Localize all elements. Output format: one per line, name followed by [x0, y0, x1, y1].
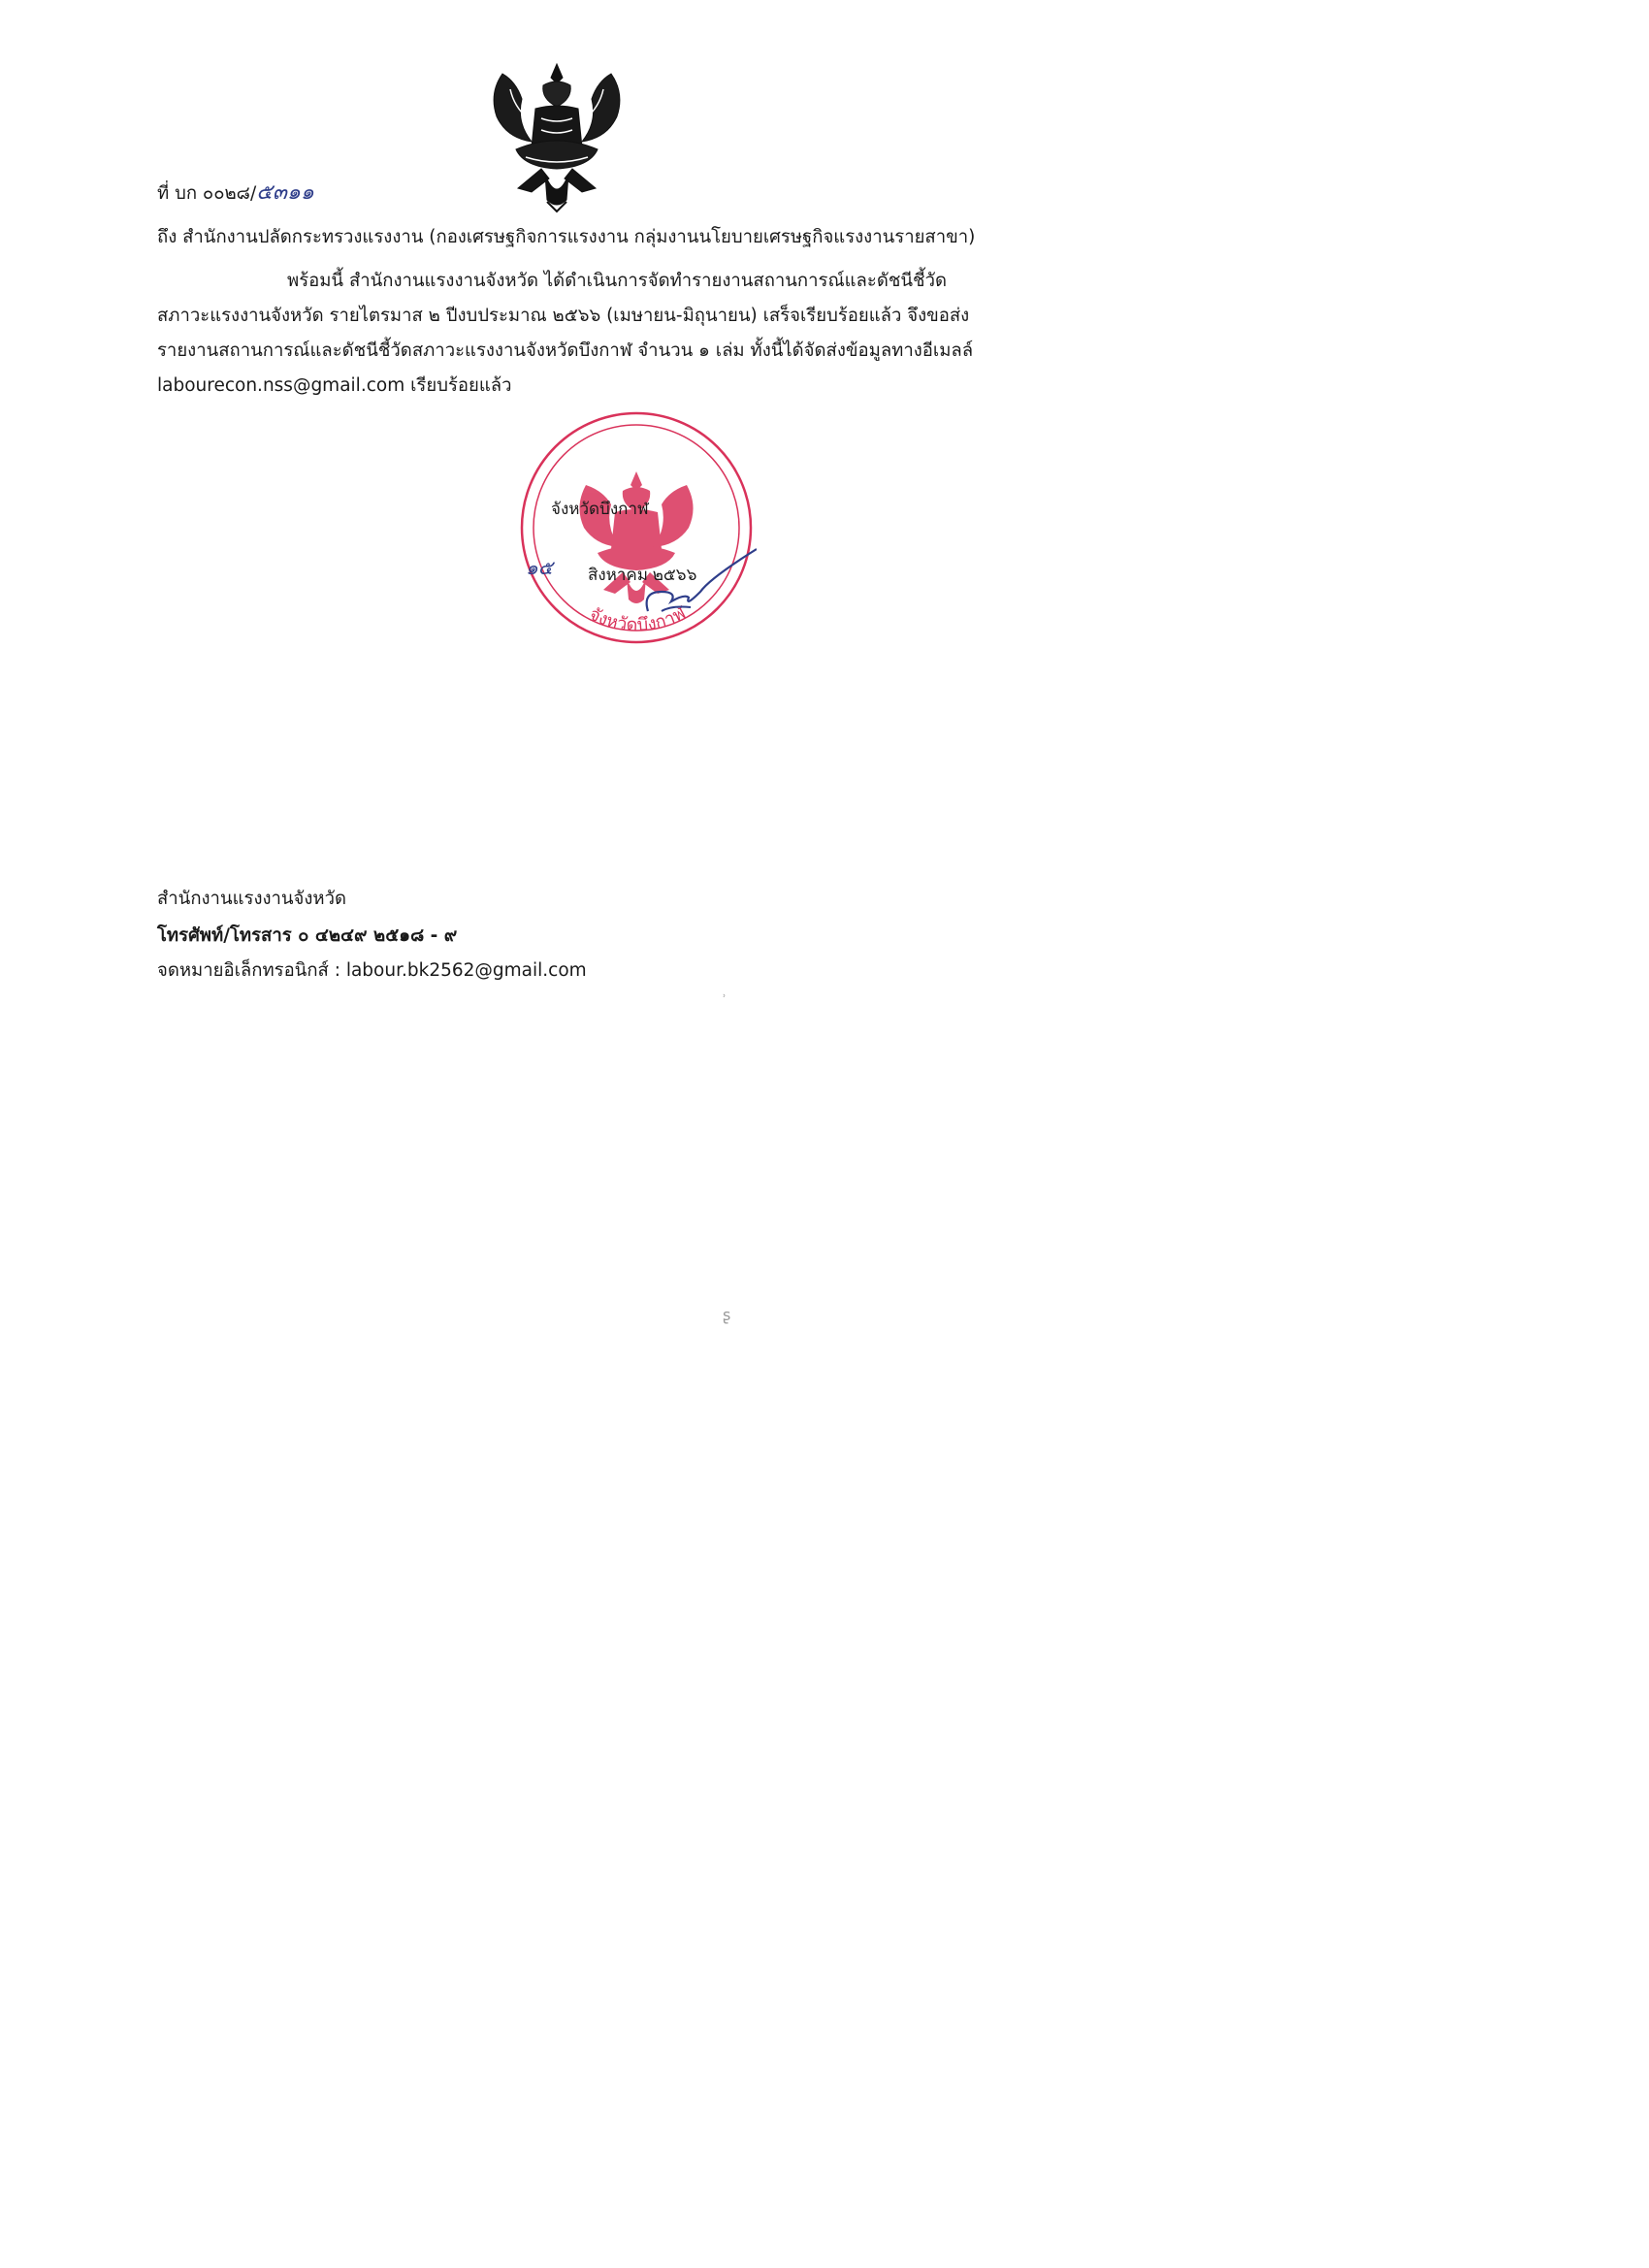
- reference-handwritten: ๕๓๑๑: [256, 180, 314, 205]
- garuda-emblem-icon: [483, 60, 630, 215]
- body-line: labourecon.nss@gmail.com เรียบร้อยแล้ว: [157, 375, 512, 396]
- seal-day-handwritten: ๑๕: [526, 556, 553, 579]
- body-line: พร้อมนี้ สำนักงานแรงงานจังหวัด ได้ดำเนินการจัดทำรายงานสถานการณ์และดัชนีชี้วัด: [287, 271, 947, 291]
- office-name: สำนักงานแรงงานจังหวัด: [157, 889, 347, 909]
- body-paragraph: [157, 264, 982, 404]
- contact-email: จดหมายอิเล็กทรอนิกส์ : labour.bk2562@gmail.com: [157, 960, 587, 981]
- body-line: รายงานสถานการณ์และดัชนีชี้วัดสภาวะแรงงานจังหวัดบึงกาฬ จำนวน ๑ เล่ม ทั้งนี้ได้จัดส่งข้อมูลทางอีเมลล์: [157, 340, 974, 361]
- seal-ring-textpath: จังหวัดบึงกาฬ: [586, 602, 689, 635]
- official-seal: [516, 407, 757, 648]
- reference-number: [157, 177, 314, 211]
- scan-speck: ˒: [723, 989, 727, 1003]
- seal-province-label: จังหวัดบึงกาฬ: [551, 500, 649, 518]
- scan-speck: ʂ: [723, 1306, 731, 1324]
- phone-fax: โทรศัพท์/โทรสาร ๐ ๔๒๔๙ ๒๕๑๘ - ๙: [157, 925, 458, 946]
- body-line: สภาวะแรงงานจังหวัด รายไตรมาส ๒ ปีงบประมาณ ๒๕๖๖ (เมษายน-มิถุนายน) เสร็จเรียบร้อยแล้ว จึงขอส่ง: [157, 306, 970, 326]
- recipient-line: ถึง สำนักงานปลัดกระทรวงแรงงาน (กองเศรษฐกิจการแรงงาน กลุ่มงานนโยบายเศรษฐกิจแรงงานรายสาขา): [157, 227, 976, 247]
- reference-printed: ที่ บก ๐๐๒๘/: [157, 183, 257, 204]
- seal-month-year: สิงหาคม ๒๕๖๖: [588, 566, 697, 584]
